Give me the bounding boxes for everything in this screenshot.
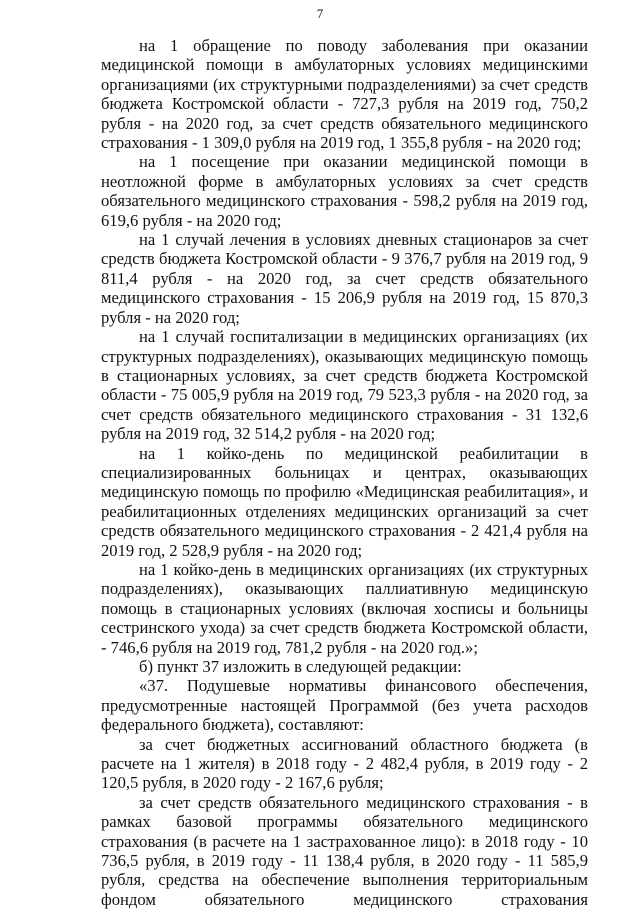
paragraph-compulsory-insurance: за счет средств обязательного медицинского страхования - в рамках базовой программы обязательного медицинского страхования (в расчете на 1 застрахованное лицо): в 2018 году - 10 736,5 рубля, в 2019 году - 11 138,4 рубля, в 2020 году - 11 585,9 рубля, средства на обеспечение выполнения территориальным фондом обязательного медицинского страхования xyxy=(101,792,588,909)
paragraph-regional-budget: за счет бюджетных ассигнований областного бюджета (в расчете на 1 жителя) в 2018 году - 2 482,4 рубля, в 2019 году - 2 120,5 рубля, в 2020 году - 2 167,6 рубля; xyxy=(101,734,588,793)
paragraph-palliative-bed-day: на 1 койко-день в медицинских организациях (их структурных подразделениях), оказывающих паллиативную медицинскую помощь в стационарных условиях (включая хосписы и больницы сестринского ухода) за счет средств бюджета Костромской области, - 746,6 рубля на 2019 год, 781,2 рубля - на 2020 год.»; xyxy=(101,559,588,657)
page-number: 7 xyxy=(316,6,324,21)
paragraph-rehabilitation-bed-day: на 1 койко-день по медицинской реабилитации в специализированных больницах и центрах, оказывающих медицинскую помощь по профилю «Медицинская реабилитация», и реабилитационных отделениях медицинских организаций за счет средств обязательного медицинского страхования - 2 421,4 рубля на 2019 год, 2 528,9 рубля - на 2020 год; xyxy=(101,443,588,560)
paragraph-item-37-intro: б) пункт 37 изложить в следующей редакции: xyxy=(139,657,462,676)
paragraph-item-37-heading: «37. Подушевые нормативы финансового обеспечения, предусмотренные настоящей Программой (без учета расходов федерального бюджета), составляют: xyxy=(101,676,588,735)
paragraph-appeal-disease: на 1 обращение по поводу заболевания при оказании медицинской помощи в амбулаторных условиях медицинскими организациями (их структурными подразделениями) за счет средств бюджета Костромской области - 727,3 рубля на 2019 год, 750,2 рубля - на 2020 год, за счет средств обязательного медицинского страхования - 1 309,0 рубля на 2019 год, 1 355,8 рубля - на 2020 год; xyxy=(101,36,588,153)
paragraph-urgent-visit: на 1 посещение при оказании медицинской помощи в неотложной форме в амбулаторных условиях за счет средств обязательного медицинского страхования - 598,2 рубля на 2019 год, 619,6 рубля - на 2020 год; xyxy=(101,152,588,230)
document-body xyxy=(101,36,588,909)
paragraph-hospitalization: на 1 случай госпитализации в медицинских организациях (их структурных подразделениях), оказывающих медицинскую помощь в стационарных условиях, за счет средств бюджета Костромской области - 75 005,9 рубля на 2019 год, 79 523,3 рубля - на 2020 год, за счет средств обязательного медицинского страхования - 31 132,6 рубля на 2019 год, 32 514,2 рубля - на 2020 год; xyxy=(101,327,588,444)
paragraph-day-hospital: на 1 случай лечения в условиях дневных стационаров за счет средств бюджета Костромской области - 9 376,7 рубля на 2019 год, 9 811,4 рубля - на 2020 год, за счет средств обязательного медицинского страхования - 15 206,9 рубля на 2019 год, 15 870,3 рубля - на 2020 год; xyxy=(101,230,588,327)
